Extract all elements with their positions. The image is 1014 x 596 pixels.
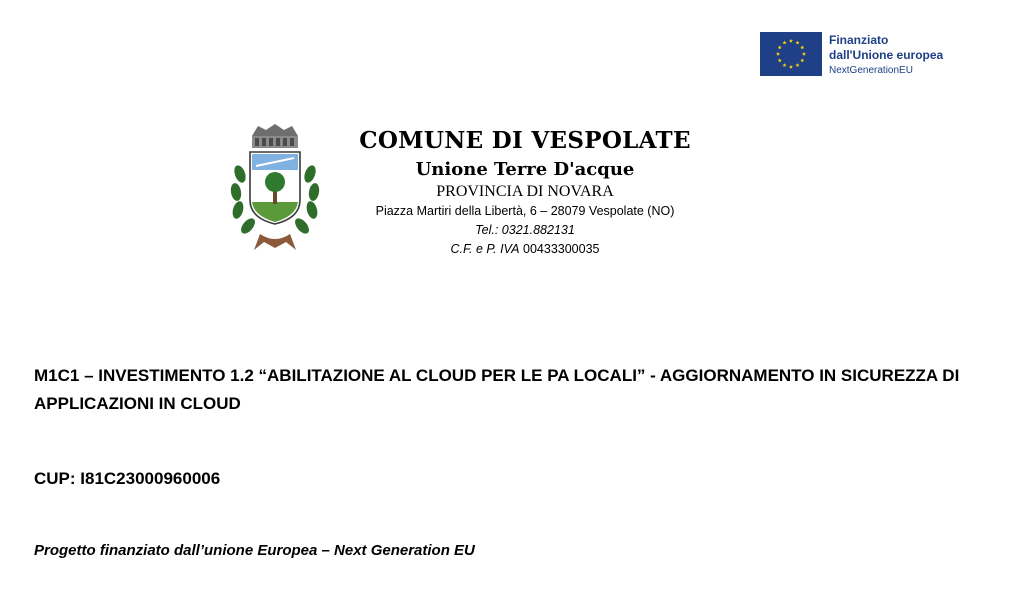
phone-number: Tel.: 0321.882131 [475,223,575,237]
municipality-name: COMUNE DI VESPOLATE [359,127,691,154]
eu-funding-logo [760,32,943,78]
address: Piazza Martiri della Libertà, 6 – 28079 Vespolate (NO) [375,204,675,218]
eu-line-union: dall'Unione europea [829,48,944,62]
project-heading: M1C1 – INVESTIMENTO 1.2 “ABILITAZIONE AL CLOUD PER LE PA LOCALI” - AGGIORNAMENTO IN SICUREZZA DI APPLICAZIONI IN CLOUD [34,366,960,413]
coat-of-arms-icon [226,124,324,256]
province-name: PROVINCIA DI NOVARA [436,183,614,200]
eu-flag-icon [760,32,822,76]
eu-line-financed: Finanziato [829,33,889,47]
funding-note: Progetto finanziato dall’unione Europea – Next Generation EU [34,542,475,559]
municipality-header [340,126,710,259]
cup-code: CUP: I81C23000960006 [34,469,221,488]
tax-code [340,240,710,259]
eu-line-nextgen: NextGenerationEU [829,65,913,76]
union-name: Unione Terre D'acque [415,159,635,180]
tax-code-label: C.F. e P. IVA [450,242,520,256]
tax-code-value: 00433300035 [523,242,600,256]
eu-funding-text [829,33,943,78]
